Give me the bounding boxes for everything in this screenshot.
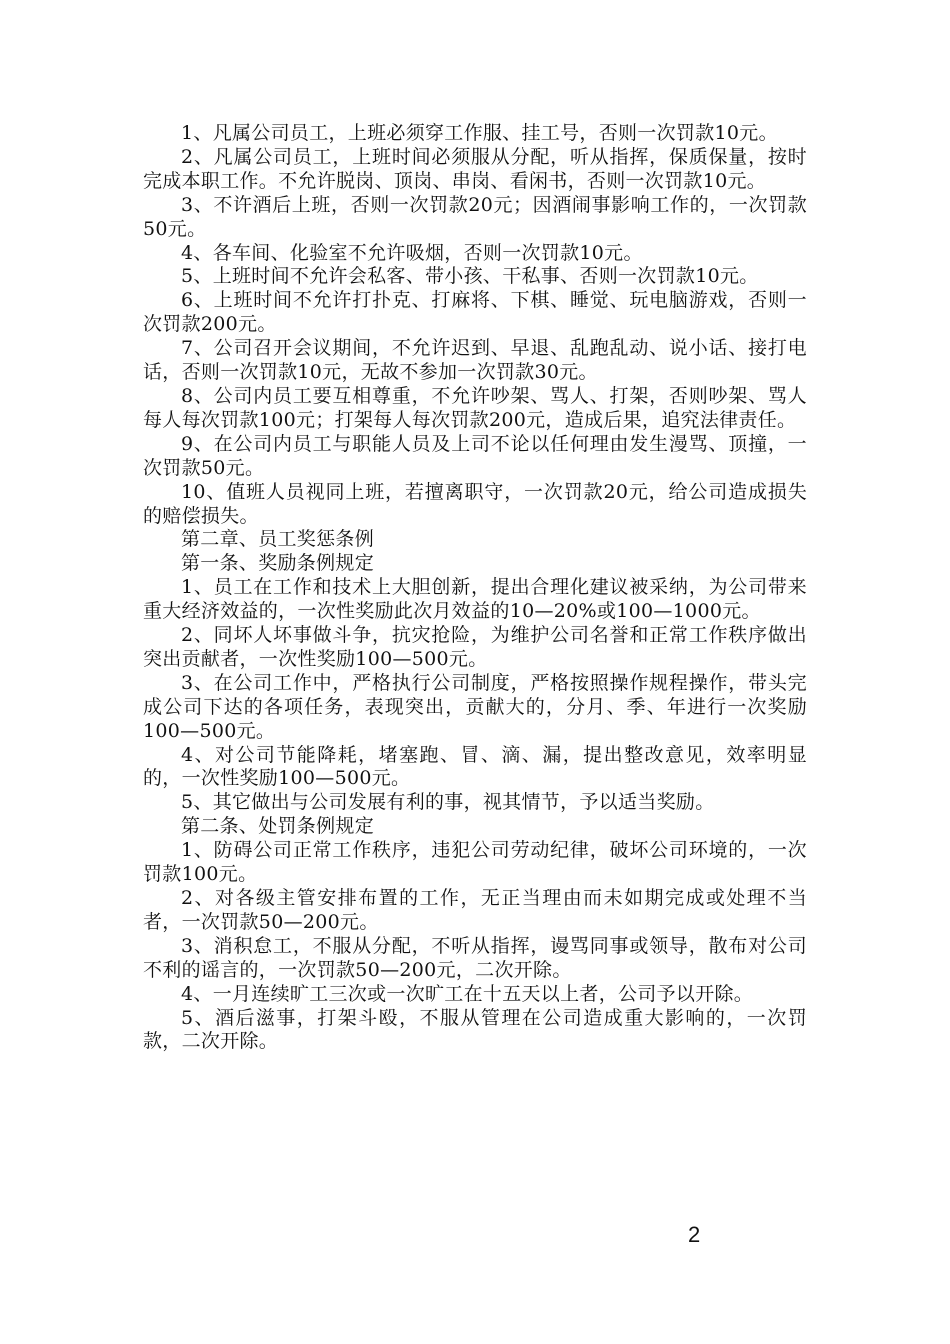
rule-paragraph: 5、酒后滋事，打架斗殴，不服从管理在公司造成重大影响的，一次罚款，二次开除。 [143, 1006, 807, 1053]
section-heading: 第二条、处罚条例规定 [181, 815, 375, 838]
rule-paragraph: 3、在公司工作中，严格执行公司制度，严格按照操作规程操作，带头完成公司下达的各项任务，表现突出，贡献大的，分月、季、年进行一次奖励100—500元。 [143, 671, 807, 742]
rule-paragraph: 4、一月连续旷工三次或一次旷工在十五天以上者，公司予以开除。 [181, 982, 754, 1005]
rule-paragraph: 2、对各级主管安排布置的工作，无正当理由而未如期完成或处理不当者，一次罚款50—200元。 [143, 887, 807, 933]
document-body [143, 122, 807, 1054]
rule-paragraph: 4、对公司节能降耗，堵塞跑、冒、滴、漏，提出整改意见，效率明显的，一次性奖励100—500元。 [143, 743, 807, 790]
rule-paragraph: 2、凡属公司员工，上班时间必须服从分配，听从指挥，保质保量，按时完成本职工作。不允许脱岗、顶岗、串岗、看闲书，否则一次罚款10元。 [143, 145, 807, 192]
section-heading: 第一条、奖励条例规定 [181, 552, 375, 575]
rule-paragraph: 1、员工在工作和技术上大胆创新，提出合理化建议被采纳，为公司带来重大经济效益的，一次性奖励此次月效益的10—20%或100—1000元。 [143, 576, 807, 623]
rule-paragraph: 3、消积怠工，不服从分配，不听从指挥，谩骂同事或领导，散布对公司不利的谣言的，一次罚款50—200元，二次开除。 [143, 934, 807, 981]
rule-paragraph: 1、凡属公司员工，上班必须穿工作服、挂工号，否则一次罚款10元。 [181, 122, 778, 144]
rule-paragraph: 9、在公司内员工与职能人员及上司不论以任何理由发生漫骂、顶撞，一次罚款50元。 [143, 432, 807, 479]
chapter-heading: 第二章、员工奖惩条例 [181, 528, 375, 551]
rule-paragraph: 1、防碍公司正常工作秩序，违犯公司劳动纪律，破坏公司环境的，一次罚款100元。 [143, 839, 807, 886]
rule-paragraph: 4、各车间、化验室不允许吸烟，否则一次罚款10元。 [181, 241, 643, 264]
rule-paragraph: 5、上班时间不允许会私客、带小孩、干私事、否则一次罚款10元。 [181, 265, 759, 288]
rule-paragraph: 6、上班时间不允许打扑克、打麻将、下棋、睡觉、玩电脑游戏，否则一次罚款200元。 [143, 289, 807, 336]
rule-paragraph: 3、不许酒后上班，否则一次罚款20元；因酒闹事影响工作的，一次罚款50元。 [143, 193, 807, 240]
rule-paragraph: 2、同坏人坏事做斗争，抗灾抢险，为维护公司名誉和正常工作秩序做出突出贡献者，一次性奖励100—500元。 [143, 624, 807, 670]
rule-paragraph: 7、公司召开会议期间，不允许迟到、早退、乱跑乱动、说小话、接打电话，否则一次罚款10元，无故不参加一次罚款30元。 [143, 337, 807, 384]
rule-paragraph: 8、公司内员工要互相尊重，不允许吵架、骂人、打架，否则吵架、骂人每人每次罚款100元；打架每人每次罚款200元，造成后果，追究法律责任。 [143, 384, 807, 431]
rule-paragraph: 10、值班人员视同上班，若擅离职守，一次罚款20元，给公司造成损失的赔偿损失。 [143, 480, 807, 527]
page-number: 2 [688, 1222, 701, 1247]
rule-paragraph: 5、其它做出与公司发展有利的事，视其情节，予以适当奖励。 [181, 791, 715, 814]
